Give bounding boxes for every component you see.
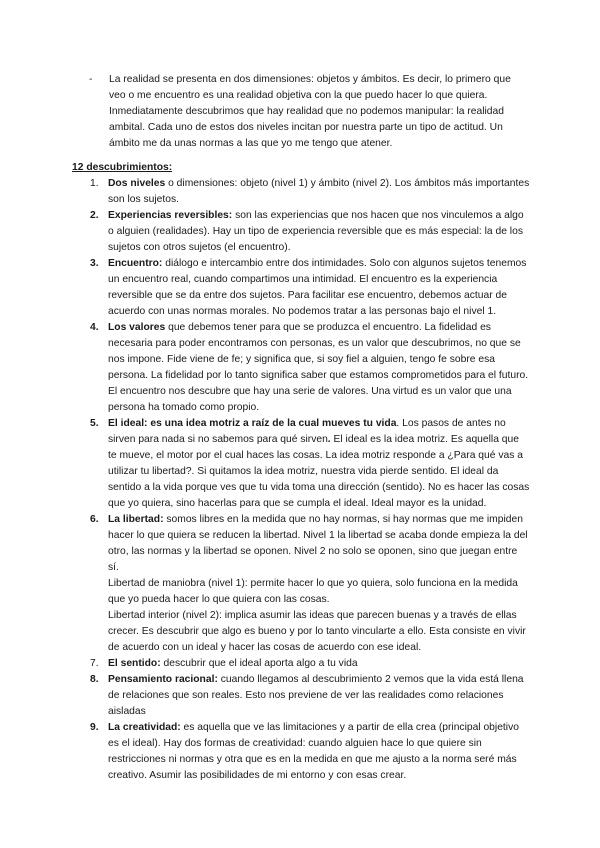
list-item — [72, 512, 530, 656]
item-number: 8. — [90, 674, 99, 685]
item-number: 6. — [90, 514, 99, 525]
list-item — [72, 656, 530, 672]
item-term: La creatividad: — [108, 722, 181, 733]
list-item — [72, 208, 530, 256]
item-term: Dos niveles — [108, 178, 166, 189]
item-subparagraph: Libertad de maniobra (nivel 1): permite hacer lo que yo quiera, solo funciona en la medida que yo pueda hacer lo que quiera con las cosas. — [108, 578, 518, 605]
item-text-bold: . — [327, 434, 331, 445]
list-item — [72, 416, 530, 512]
intro-paragraph — [89, 72, 529, 152]
item-text: somos libres en la medida que no hay normas, si hay normas que me impiden hacer lo que quiera se reducen la libertad. Nivel 1 la libertad se acaba donde empieza la del otro, las normas y la libertad se oponen. Nivel 2 no solo se oponen, sino que juegan entre sí. — [108, 514, 528, 573]
item-number: 9. — [90, 722, 99, 733]
list-item — [72, 672, 530, 720]
item-text: que debemos tener para que se produzca el encuentro. La fidelidad es necesaria para poder encontramos con personas, es un valor que descubrimos, no que se nos impone. Fide viene de fe; y significa que, si soy fiel a alguien, tengo fe sobre esa persona. La fidelidad por lo tanto significa saber que estamos comprometidos para el futuro. El encuentro nos descubre que hay una serie de valores. Una virtud es un valor que una persona ha tomado como propio. — [108, 322, 529, 413]
item-term: Encuentro: — [108, 258, 163, 269]
list-item — [72, 176, 530, 208]
item-number: 1. — [90, 178, 99, 189]
section-title: 12 descubrimientos: — [72, 162, 173, 173]
item-term: Experiencias reversibles: — [108, 210, 233, 221]
item-text: son las experiencias que nos hacen que nos vinculemos a algo o alguien (realidades). Hay un tipo de experiencia reversible que es más especial: la de los sujetos con otros sujetos (el encuentro). — [108, 210, 524, 253]
item-number: 4. — [90, 322, 99, 333]
item-text: o dimensiones: objeto (nivel 1) y ámbito (nivel 2). Los ámbitos más importantes son los sujetos. — [108, 178, 530, 205]
item-subparagraph: Libertad interior (nivel 2): implica asumir las ideas que parecen buenas y a través de ellas crecer. Es descubrir que algo es bueno y por lo tanto vincularte a ello. Esta consiste en vivir de acuerdo con un ideal y hacer las cosas de acuerdo con ese ideal. — [108, 610, 526, 653]
item-term: La libertad: — [108, 514, 164, 525]
item-term: Los valores — [108, 322, 166, 333]
item-text-bold: es una idea motriz a raíz de la cual mueves tu vida — [147, 418, 397, 429]
item-text: diálogo e intercambio entre dos intimidades. Solo con algunos sujetos tenemos un encuentro real, cuando compartimos una intimidad. El encuentro es la experiencia reversible que se da entre dos sujetos. Para facilitar ese encuentro, debemos actuar de acuerdo con unas normas morales. No podemos tratar a las personas bajo el nivel 1. — [108, 258, 527, 317]
item-number: 7. — [90, 658, 99, 669]
item-term: El ideal: — [108, 418, 148, 429]
item-number: 2. — [90, 210, 99, 221]
list-item — [72, 720, 530, 784]
item-term: El sentido: — [108, 658, 161, 669]
item-number: 3. — [90, 258, 99, 269]
item-text: descubrir que el ideal aporta algo a tu vida — [160, 658, 358, 669]
intro-text: La realidad se presenta en dos dimensiones: objetos y ámbitos. Es decir, lo primero que veo o me encuentro es una realidad objetiva con la que puedo hacer lo que quiera. Inmediatamente descubrimos que hay realidad que no podemos manipular: la realidad ambital. Cada uno de estos dos niveles incitan por nuestra parte un tipo de actitud. Un ámbito me da unas normas a las que yo me tengo que atener. — [109, 74, 511, 149]
dash-bullet: - — [89, 74, 93, 85]
item-text: . Los pasos de antes no sirven para nada si no sabemos para qué sirven — [108, 418, 506, 445]
list-item — [72, 256, 530, 320]
item-number: 5. — [90, 418, 99, 429]
item-text: cuando llegamos al descubrimiento 2 vemos que la vida está llena de relaciones que son reales. Esto nos previene de ver las realidades como relaciones aisladas — [108, 674, 524, 717]
item-text: El ideal es la idea motriz. Es aquella que te mueve, el motor por el cual haces las cosas. La idea motriz responde a ¿Para qué vas a utilizar tu libertad?. Si quitamos la idea motriz, nuestra vida pierde sentido. El ideal da sentido a la vida porque ves que tu vida toma una dirección (sentido). No es hacer las cosas que yo quiera, sino hacerlas para que se cumpla el ideal. Ideal mayor es la unidad. — [108, 434, 530, 509]
list-item — [72, 320, 530, 416]
discoveries-list — [72, 176, 530, 784]
item-text: es aquella que ve las limitaciones y a partir de ella crea (principal objetivo es el ideal). Hay dos formas de creatividad: cuando alguien hace lo que quiere sin restricciones ni normas y otra que es en la medida en que me ajusto a la norma seré más creativo. Asumir las posibilidades de mi entorno y con esas crear. — [108, 722, 519, 781]
item-term: Pensamiento racional: — [108, 674, 218, 685]
